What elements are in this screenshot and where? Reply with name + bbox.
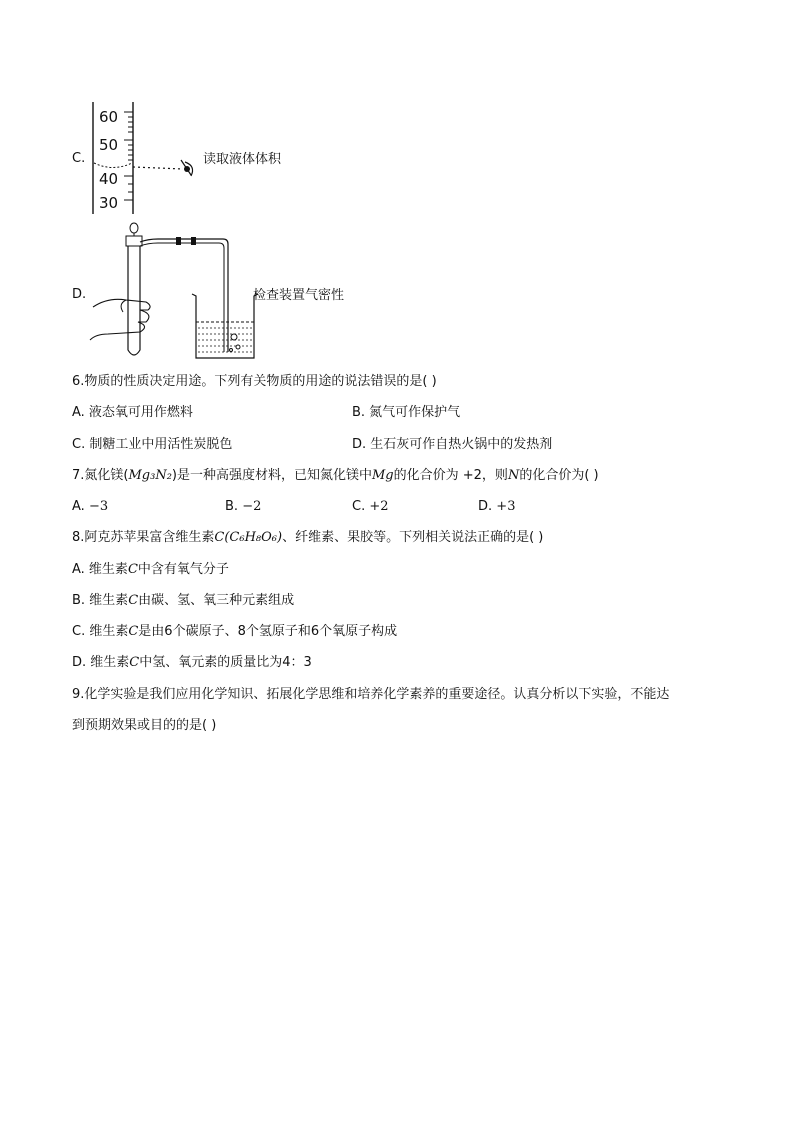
option-d-label: D. bbox=[72, 287, 87, 302]
q7-option-c[interactable]: C. +2 bbox=[352, 499, 389, 514]
scale-tick-40: 40 bbox=[99, 170, 119, 188]
q7-formula: Mg₃N₂ bbox=[128, 468, 172, 483]
q7-option-d[interactable]: D. +3 bbox=[478, 499, 516, 514]
scale-tick-60: 60 bbox=[99, 108, 119, 126]
q6-stem: 6.物质的性质决定用途。下列有关物质的用途的说法错误的是( ) bbox=[72, 374, 437, 389]
q8-option-c[interactable]: C. 维生素C是由6个碳原子、8个氢原子和6个氧原子构成 bbox=[72, 624, 398, 639]
q7-element-mg: Mg bbox=[372, 468, 394, 483]
q8-option-b[interactable]: B. 维生素C由碳、氢、氧三种元素组成 bbox=[72, 593, 295, 608]
q8-option-a[interactable]: A. 维生素C中含有氧气分子 bbox=[72, 562, 229, 577]
airtightness-apparatus-figure bbox=[88, 222, 368, 362]
q6-option-a[interactable]: A. 液态氧可用作燃料 bbox=[72, 405, 193, 420]
q6-option-c[interactable]: C. 制糖工业中用活性炭脱色 bbox=[72, 437, 233, 452]
q6-option-b[interactable]: B. 氮气可作保护气 bbox=[352, 405, 461, 420]
reading-caption: 读取液体体积 bbox=[203, 152, 282, 167]
airtightness-caption: 检查装置气密性 bbox=[253, 288, 345, 303]
q8-formula: (C₆H₈O₆) bbox=[224, 530, 283, 545]
q6-option-d[interactable]: D. 生石灰可作自热火锅中的发热剂 bbox=[352, 437, 553, 452]
q7-option-b[interactable]: B. −2 bbox=[225, 499, 262, 514]
scale-tick-50: 50 bbox=[99, 136, 119, 154]
q7-stem: 7.氮化镁(Mg₃N₂)是一种高强度材料，已知氮化镁中Mg的化合价为 +2，则N的化合价为( ) bbox=[72, 468, 599, 483]
graduated-cylinder-figure bbox=[88, 100, 308, 218]
q7-element-n: N bbox=[507, 468, 520, 483]
q8-option-d[interactable]: D. 维生素C中氢、氧元素的质量比为4：3 bbox=[72, 655, 312, 670]
q9-stem-line2: 到预期效果或目的的是( ) bbox=[72, 718, 217, 733]
scale-tick-30: 30 bbox=[99, 194, 119, 212]
option-c-label: C. bbox=[72, 151, 86, 166]
q9-stem-line1: 9.化学实验是我们应用化学知识、拓展化学思维和培养化学素养的重要途径。认真分析以下实验，不能达 bbox=[72, 687, 670, 702]
q8-stem: 8.阿克苏苹果富含维生素C(C₆H₈O₆)、纤维素、果胶等。下列相关说法正确的是( ) bbox=[72, 530, 544, 545]
q7-option-a[interactable]: A. −3 bbox=[72, 499, 109, 514]
